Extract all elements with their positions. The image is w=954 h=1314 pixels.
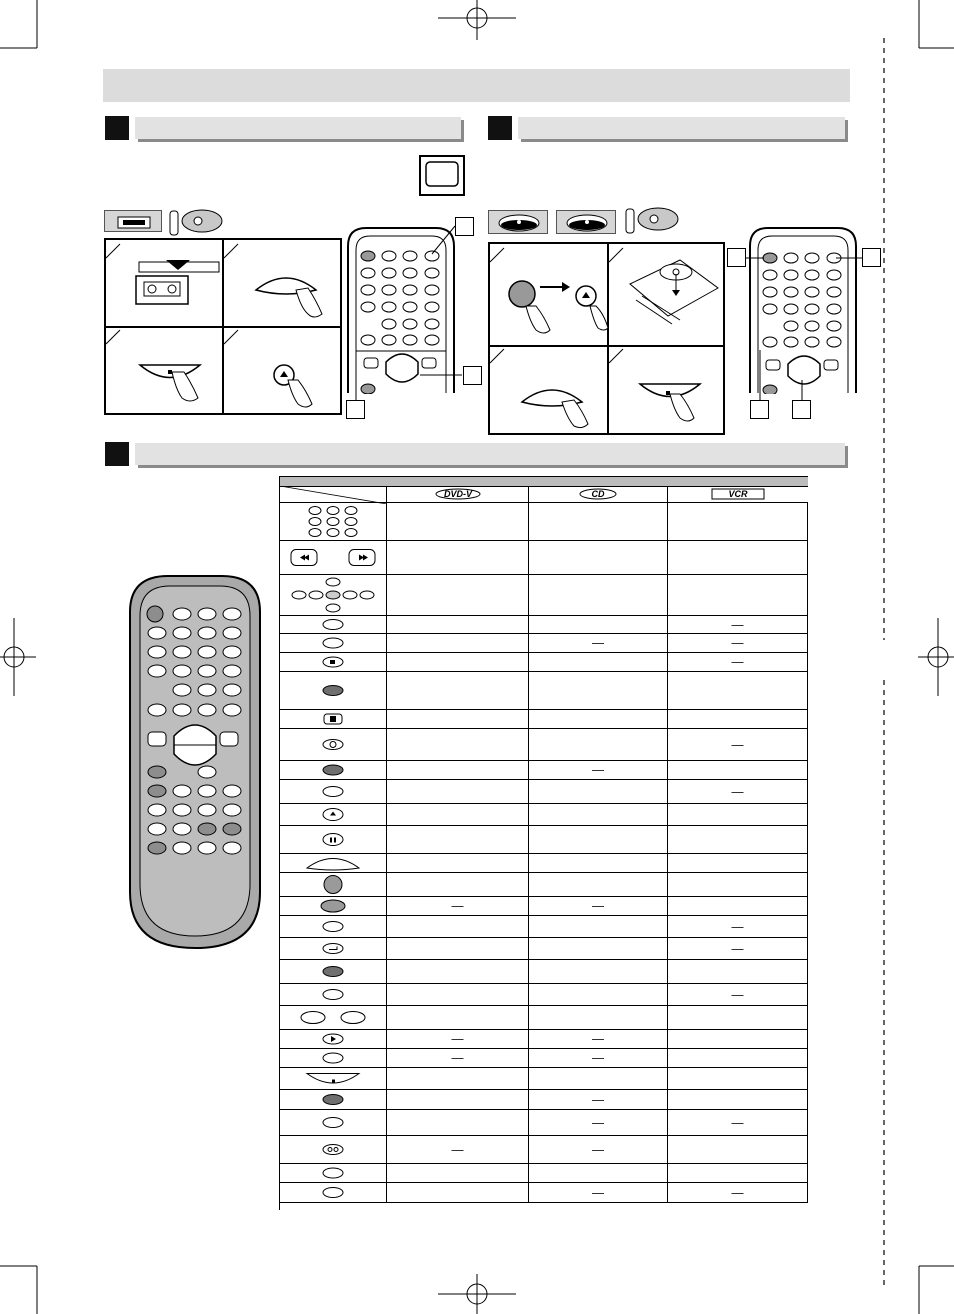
return-button-icon bbox=[280, 938, 386, 959]
table-cell-button bbox=[280, 634, 387, 653]
table-cell bbox=[529, 710, 668, 729]
grey-oval-button-icon bbox=[280, 897, 386, 915]
stop-square-button-icon bbox=[280, 710, 386, 728]
table-cell-button bbox=[280, 761, 387, 780]
table-cell bbox=[529, 1068, 668, 1090]
remote-control-illustration bbox=[128, 572, 262, 950]
table-cell-button bbox=[280, 1006, 387, 1030]
table-cell bbox=[668, 984, 808, 1006]
vcr-steps-drawing bbox=[106, 240, 340, 413]
table-cell-button bbox=[280, 1090, 387, 1110]
table-cell bbox=[387, 761, 529, 780]
table-cell bbox=[668, 897, 808, 916]
table-cell bbox=[668, 575, 808, 616]
table-cell bbox=[529, 1090, 668, 1110]
table-cell-value: — bbox=[451, 898, 464, 913]
table-cell bbox=[529, 938, 668, 960]
column-header-cd bbox=[529, 486, 668, 503]
table-cell-button bbox=[280, 1136, 387, 1164]
table-cell bbox=[668, 1183, 808, 1203]
table-cell bbox=[529, 1049, 668, 1068]
table-cell bbox=[529, 897, 668, 916]
table-cell bbox=[529, 503, 668, 541]
svg-text:CD: CD bbox=[591, 489, 605, 499]
table-cell bbox=[387, 1068, 529, 1090]
table-cell-value: — bbox=[731, 1114, 744, 1129]
table-cell bbox=[529, 1110, 668, 1136]
dvd-logo-icon bbox=[387, 486, 529, 503]
column-header-dvd bbox=[387, 486, 529, 503]
table-cell-button bbox=[280, 804, 387, 826]
table-cell bbox=[387, 672, 529, 710]
table-cell bbox=[387, 780, 529, 804]
vcr-steps-panel bbox=[104, 238, 342, 415]
table-cell-button bbox=[280, 575, 387, 616]
table-cell bbox=[668, 541, 808, 575]
table-cell bbox=[529, 575, 668, 616]
cursor-pad-icon bbox=[280, 575, 386, 615]
table-cell bbox=[387, 897, 529, 916]
table-cell bbox=[529, 854, 668, 873]
table-cell bbox=[387, 575, 529, 616]
table-cell bbox=[529, 1164, 668, 1183]
table-cell-value: — bbox=[592, 1141, 604, 1156]
disc-steps-panel bbox=[488, 242, 725, 435]
table-cell-button bbox=[280, 873, 387, 897]
column-divider bbox=[386, 486, 387, 503]
table-cell bbox=[668, 710, 808, 729]
table-cell bbox=[668, 938, 808, 960]
table-cell bbox=[387, 1164, 529, 1183]
table-cell bbox=[668, 1136, 808, 1164]
table-cell bbox=[668, 826, 808, 854]
oval-button-icon bbox=[280, 916, 386, 937]
disc-icon bbox=[489, 211, 549, 235]
page-title-banner bbox=[103, 69, 850, 102]
table-cell bbox=[668, 873, 808, 897]
table-cell bbox=[668, 804, 808, 826]
cassette-button-icon bbox=[280, 1136, 386, 1163]
table-cell-value: — bbox=[731, 918, 744, 933]
table-cell bbox=[668, 1110, 808, 1136]
table-cell bbox=[387, 1049, 529, 1068]
table-cell bbox=[668, 729, 808, 761]
section-number-box bbox=[105, 442, 129, 466]
table-cell bbox=[529, 653, 668, 672]
table-cell bbox=[668, 672, 808, 710]
remote-disc-icon bbox=[624, 203, 680, 237]
table-cell-value: — bbox=[731, 940, 744, 955]
table-cell bbox=[529, 960, 668, 984]
table-cell-value: — bbox=[592, 898, 604, 913]
table-cell-value: — bbox=[592, 635, 604, 650]
column-divider bbox=[667, 486, 668, 503]
section-number-box bbox=[488, 116, 512, 140]
table-cell-value: — bbox=[451, 1141, 464, 1156]
table-cell-button bbox=[280, 1030, 387, 1049]
table-cell bbox=[387, 826, 529, 854]
table-cell-button bbox=[280, 616, 387, 634]
table-cell bbox=[668, 1090, 808, 1110]
table-cell bbox=[529, 1006, 668, 1030]
column-header-vcr bbox=[668, 486, 808, 503]
table-cell-button bbox=[280, 1049, 387, 1068]
section-number-box bbox=[105, 116, 129, 140]
table-cell bbox=[529, 634, 668, 653]
cd-logo-icon bbox=[529, 486, 668, 503]
table-cell bbox=[529, 873, 668, 897]
table-cell bbox=[668, 916, 808, 938]
table-cell-value: — bbox=[592, 762, 604, 777]
table-cell-button bbox=[280, 672, 387, 710]
dark-oval-button-icon bbox=[280, 672, 386, 709]
table-cell bbox=[387, 729, 529, 761]
table-cell bbox=[668, 1068, 808, 1090]
table-cell-button bbox=[280, 1183, 387, 1203]
cd-media-tag bbox=[556, 210, 616, 234]
mute-button-icon bbox=[280, 653, 386, 671]
table-cell-button bbox=[280, 897, 387, 916]
number-keypad-icon bbox=[280, 503, 386, 540]
remote-disc-icon bbox=[168, 205, 224, 237]
column-divider bbox=[528, 486, 529, 503]
table-cell bbox=[387, 1090, 529, 1110]
svg-text:VCR: VCR bbox=[728, 489, 748, 499]
section-header-functions bbox=[135, 443, 845, 465]
table-cell-value: — bbox=[731, 654, 744, 669]
dark-oval-button-icon bbox=[280, 761, 386, 779]
table-cell-value: — bbox=[731, 1184, 744, 1199]
dark-oval-button-icon bbox=[280, 1090, 386, 1109]
table-cell bbox=[387, 653, 529, 672]
table-cell bbox=[387, 541, 529, 575]
table-cell bbox=[668, 1164, 808, 1183]
table-cell-value: — bbox=[592, 1050, 604, 1065]
table-cell bbox=[529, 1030, 668, 1049]
table-cell bbox=[387, 804, 529, 826]
oval-button-icon bbox=[280, 1110, 386, 1135]
oval-button-icon bbox=[280, 634, 386, 652]
stop-button-icon bbox=[280, 1068, 386, 1089]
table-cell bbox=[529, 916, 668, 938]
table-cell-button bbox=[280, 1164, 387, 1183]
eject-button-icon bbox=[280, 804, 386, 825]
table-cell-value: — bbox=[731, 783, 744, 798]
table-cell bbox=[387, 1183, 529, 1203]
table-cell-button bbox=[280, 780, 387, 804]
table-cell bbox=[668, 1006, 808, 1030]
oval-button-icon bbox=[280, 616, 386, 633]
table-cell bbox=[529, 826, 668, 854]
oval-button-icon bbox=[280, 1183, 386, 1202]
table-cell-button bbox=[280, 826, 387, 854]
table-cell bbox=[387, 1030, 529, 1049]
table-cell bbox=[387, 938, 529, 960]
table-cell bbox=[529, 780, 668, 804]
table-cell bbox=[668, 634, 808, 653]
table-cell-value: — bbox=[731, 616, 744, 631]
oval-button-icon bbox=[280, 1164, 386, 1182]
table-cell bbox=[387, 1136, 529, 1164]
table-cell-button bbox=[280, 960, 387, 984]
table-cell-button bbox=[280, 1068, 387, 1090]
table-cell bbox=[387, 854, 529, 873]
table-cell-button bbox=[280, 938, 387, 960]
callout-leaders bbox=[340, 220, 470, 410]
disc-steps-drawing bbox=[490, 244, 723, 433]
table-cell bbox=[387, 916, 529, 938]
dvd-media-tag bbox=[488, 210, 548, 234]
table-cell-value: — bbox=[592, 1031, 604, 1046]
table-cell-value: — bbox=[451, 1031, 464, 1046]
vcr-media-tag bbox=[104, 210, 162, 232]
power-button-icon bbox=[280, 873, 386, 896]
table-cell-button bbox=[280, 729, 387, 761]
table-cell bbox=[668, 653, 808, 672]
oval-button-icon bbox=[280, 1049, 386, 1067]
dark-oval-button-icon bbox=[280, 960, 386, 983]
skip-buttons-icon bbox=[280, 1006, 386, 1029]
disc-icon bbox=[557, 211, 617, 235]
table-cell bbox=[529, 761, 668, 780]
svg-text:DVD-V: DVD-V bbox=[443, 489, 473, 499]
disc-button-icon bbox=[280, 729, 386, 760]
function-table bbox=[279, 476, 808, 1210]
table-cell-value: — bbox=[592, 1184, 604, 1199]
table-cell bbox=[668, 960, 808, 984]
table-cell-button bbox=[280, 541, 387, 575]
table-cell-button bbox=[280, 710, 387, 729]
table-cell bbox=[387, 503, 529, 541]
table-cell bbox=[529, 804, 668, 826]
table-cell bbox=[387, 710, 529, 729]
table-cell bbox=[668, 616, 808, 634]
table-cell bbox=[668, 854, 808, 873]
table-cell-value: — bbox=[592, 1114, 604, 1129]
table-cell-value: — bbox=[731, 635, 744, 650]
play-button-icon bbox=[280, 854, 386, 872]
table-cell bbox=[668, 503, 808, 541]
table-cell bbox=[387, 634, 529, 653]
table-cell-button bbox=[280, 854, 387, 873]
table-cell bbox=[387, 1110, 529, 1136]
table-cell bbox=[387, 1006, 529, 1030]
table-cell bbox=[668, 1030, 808, 1049]
rewind-fast-forward-icon bbox=[280, 541, 386, 574]
table-cell bbox=[529, 541, 668, 575]
table-cell-button bbox=[280, 503, 387, 541]
table-cell-value: — bbox=[731, 986, 744, 1001]
table-cell bbox=[529, 984, 668, 1006]
table-cell-button bbox=[280, 1110, 387, 1136]
table-cell-value: — bbox=[592, 1091, 604, 1106]
table-cell-value: — bbox=[451, 1050, 464, 1065]
tv-icon bbox=[419, 155, 465, 197]
table-cell bbox=[387, 873, 529, 897]
table-cell bbox=[529, 1183, 668, 1203]
oval-button-icon bbox=[280, 984, 386, 1005]
table-cell-value: — bbox=[731, 736, 744, 751]
oval-button-icon bbox=[280, 780, 386, 803]
section-header-vcr bbox=[135, 117, 461, 139]
table-cell-button bbox=[280, 984, 387, 1006]
table-cell bbox=[668, 1049, 808, 1068]
table-cell bbox=[668, 761, 808, 780]
slow-button-icon bbox=[280, 1030, 386, 1048]
section-header-disc bbox=[518, 117, 845, 139]
table-cell bbox=[387, 616, 529, 634]
table-cell bbox=[529, 672, 668, 710]
vcr-logo-icon bbox=[668, 486, 808, 503]
table-cell bbox=[387, 984, 529, 1006]
table-cell bbox=[529, 729, 668, 761]
pause-button-icon bbox=[280, 826, 386, 853]
table-cell bbox=[529, 616, 668, 634]
callout-leaders bbox=[740, 250, 870, 410]
table-cell-button bbox=[280, 653, 387, 672]
vcr-icon bbox=[105, 211, 163, 233]
table-cell bbox=[387, 960, 529, 984]
table-cell bbox=[529, 1136, 668, 1164]
table-cell bbox=[668, 780, 808, 804]
table-cell-button bbox=[280, 916, 387, 938]
